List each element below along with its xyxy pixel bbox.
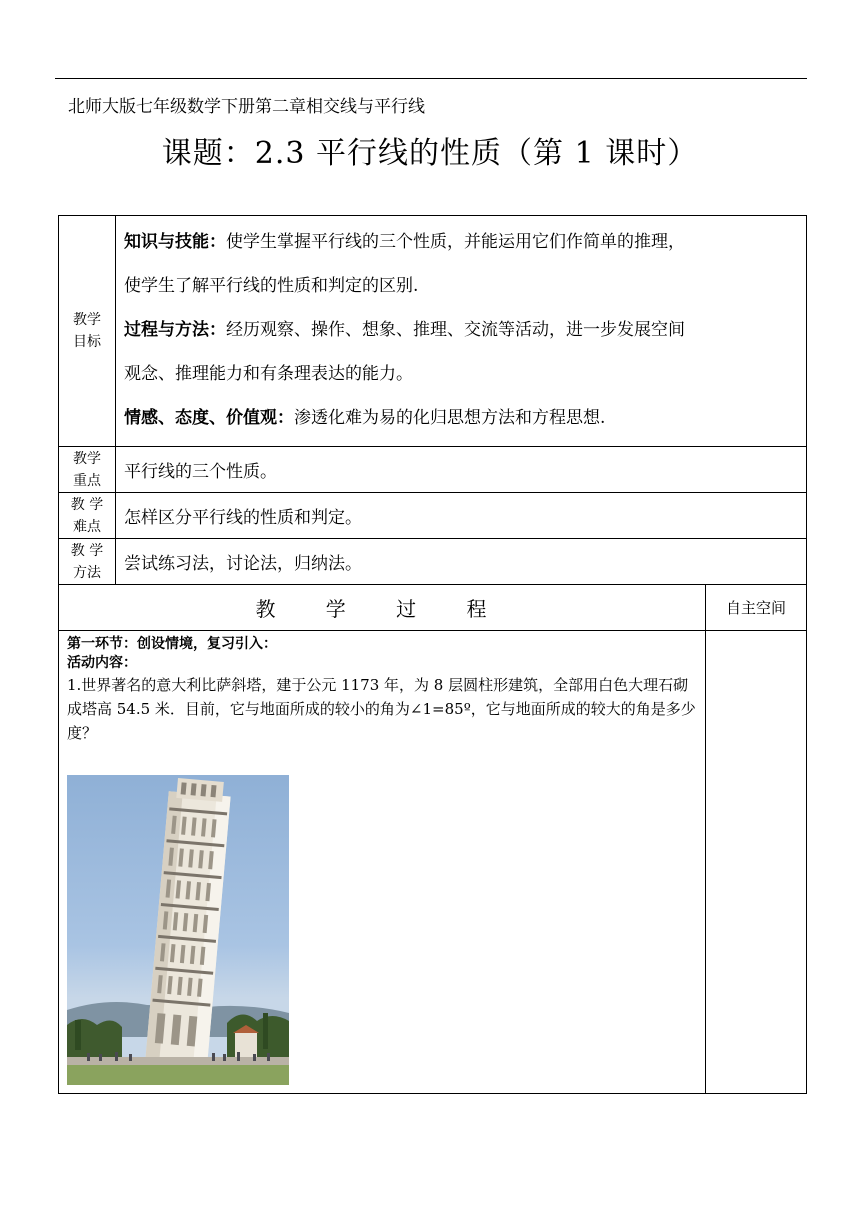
process-header: 教 学 过 程 [59, 585, 706, 631]
leaning-tower-photo [67, 775, 289, 1085]
section1-aside [706, 631, 807, 1094]
difficulties-text: 怎样区分平行线的性质和判定。 [116, 493, 807, 539]
question-text: 1.世界著名的意大利比萨斜塔，建于公元 1173 年，为 8 层圆柱形建筑，全部用白色大理石砌成塔高 54.5 米．目前，它与地面所成的较小的角为∠1=85º，它与地面所成的较大的角是多少度？ [67, 676, 696, 742]
course-line: 北师大版七年级数学下册第二章相交线与平行线 [68, 97, 425, 117]
header-rule [55, 78, 807, 79]
process-goal-cont: 观念、推理能力和有条理表达的能力。 [124, 364, 413, 384]
methods-label: 教 学 方法 [59, 539, 116, 585]
row-goals [59, 216, 807, 447]
knowledge-goal-cont: 使学生了解平行线的性质和判定的区别. [124, 276, 419, 296]
goals-content [116, 216, 807, 447]
page-title: 课题：2.3 平行线的性质（第 1 课时） [161, 136, 699, 171]
goals-label: 教学 目标 [59, 216, 116, 447]
methods-text: 尝试练习法，讨论法，归纳法。 [116, 539, 807, 585]
key-points-text: 平行线的三个性质。 [116, 447, 807, 493]
row-methods [59, 539, 807, 585]
section1-content [59, 631, 706, 1094]
section1-heading: 第一环节：创设情境，复习引入： [67, 636, 277, 652]
lesson-plan-table [58, 215, 807, 1094]
key-points-label: 教学 重点 [59, 447, 116, 493]
difficulties-label: 教 学 难点 [59, 493, 116, 539]
knowledge-goal: 知识与技能：使学生掌握平行线的三个性质，并能运用它们作简单的推理， [124, 232, 685, 252]
row-key-points [59, 447, 807, 493]
process-goal: 过程与方法：经历观察、操作、想象、推理、交流等活动，进一步发展空间 [124, 320, 685, 340]
leaning-tower-illustration [67, 775, 289, 1085]
row-process-header [59, 585, 807, 631]
row-section1 [59, 631, 807, 1094]
emotion-goal: 情感、态度、价值观：渗透化难为易的化归思想方法和方程思想. [124, 408, 606, 428]
activity-label: 活动内容： [67, 655, 137, 671]
row-difficulties [59, 493, 807, 539]
aside-header: 自主空间 [706, 585, 807, 631]
